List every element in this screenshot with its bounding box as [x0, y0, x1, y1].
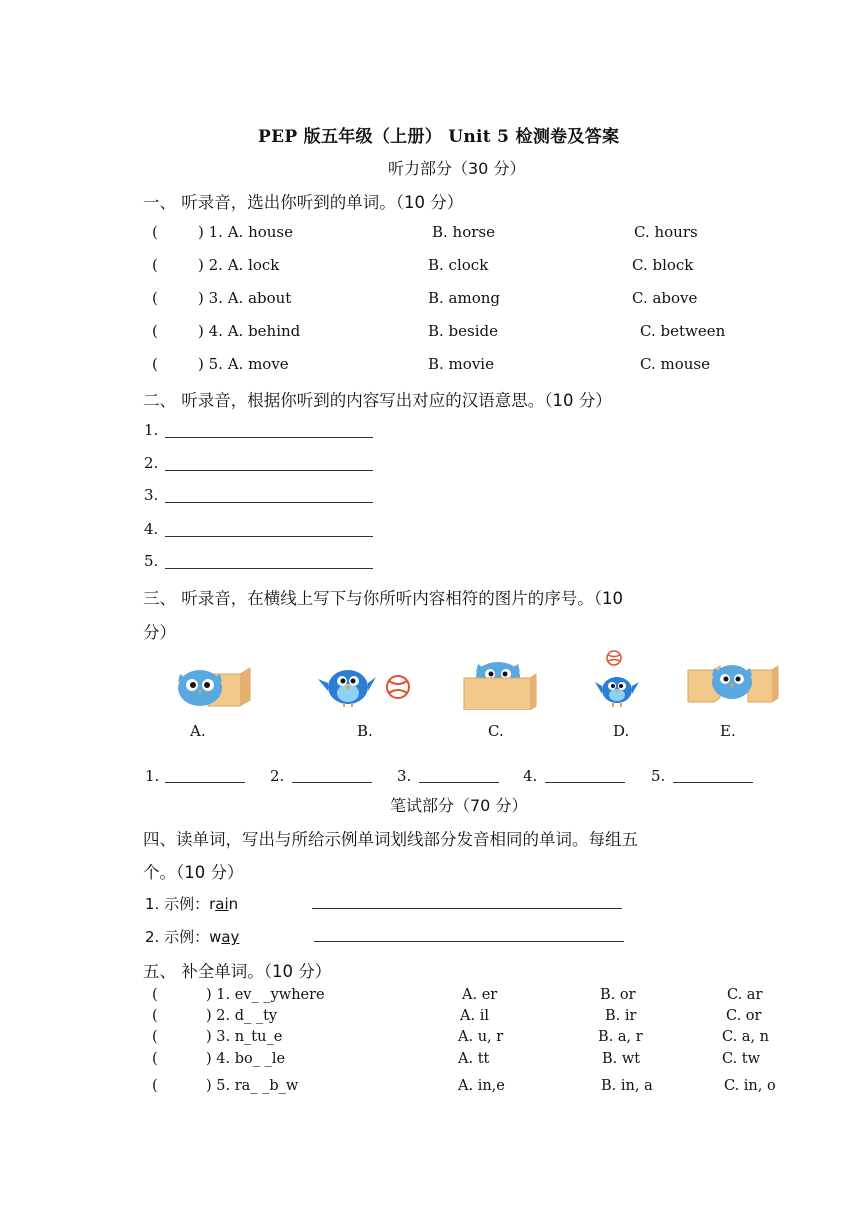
example-word-2	[145, 926, 239, 947]
option-a: A. in,e	[458, 1078, 505, 1094]
owl-between-boxes-image	[686, 660, 780, 706]
option-a: ) 2. A. lock	[198, 256, 280, 274]
answer-line[interactable]	[312, 908, 622, 909]
answer-line[interactable]	[292, 782, 372, 783]
option-b: B. or	[600, 987, 636, 1003]
answer-paren[interactable]: (	[152, 1078, 158, 1094]
ball-above-bird-image	[592, 650, 642, 710]
answer-paren[interactable]: (	[152, 1051, 158, 1067]
answer-line[interactable]	[165, 470, 373, 471]
option-c: C. tw	[722, 1051, 761, 1067]
option-c: C. a, n	[722, 1029, 769, 1045]
section2-heading: 二、 听录音，根据你听到的内容写出对应的汉语意思。（10 分）	[143, 391, 612, 410]
option-b: B. ir	[605, 1008, 637, 1024]
option-c: C. between	[640, 322, 726, 340]
section4-heading: 四、读单词，写出与所给示例单词划线部分发音相同的单词。每组五	[143, 830, 638, 849]
option-b: B. beside	[428, 322, 499, 340]
picture-label: D.	[613, 722, 630, 740]
option-b: B. wt	[602, 1051, 641, 1067]
owl-in-front-of-box-image	[172, 666, 252, 710]
answer-paren[interactable]: (	[152, 322, 158, 340]
answer-paren[interactable]: (	[152, 1029, 158, 1045]
question-word: ) 3. n_tu_e	[206, 1029, 283, 1045]
answer-paren[interactable]: (	[152, 355, 158, 373]
option-a: A. il	[460, 1008, 489, 1024]
blank-number: 2.	[144, 454, 159, 472]
section5-heading: 五、 补全单词。（10 分）	[143, 962, 332, 981]
owl-in-box-image	[462, 660, 538, 710]
answer-line[interactable]	[165, 568, 373, 569]
example-word-1	[145, 893, 238, 914]
section3-heading-cont: 分）	[143, 623, 176, 642]
section4-heading-cont: 个。（10 分）	[143, 863, 244, 882]
blank-number: 3.	[397, 767, 412, 785]
blank-number: 3.	[144, 486, 159, 504]
answer-line[interactable]	[165, 782, 245, 783]
option-c: C. or	[726, 1008, 762, 1024]
blank-number: 1.	[145, 767, 160, 785]
picture-label: A.	[190, 722, 206, 740]
option-c: C. block	[632, 256, 694, 274]
listening-header: 听力部分（30 分）	[388, 159, 526, 178]
option-a: A. tt	[458, 1051, 490, 1067]
option-a: A. u, r	[458, 1029, 504, 1045]
option-b: B. movie	[428, 355, 494, 373]
option-c: C. in, o	[724, 1078, 776, 1094]
option-b: B. among	[428, 289, 501, 307]
option-c: C. ar	[727, 987, 763, 1003]
answer-paren[interactable]: (	[152, 256, 158, 274]
section1-heading: 一、 听录音，选出你听到的单词。（10 分）	[143, 193, 464, 212]
underlined-part: ai	[215, 895, 229, 913]
option-b: B. clock	[428, 256, 489, 274]
question-word: ) 1. ev_ _ywhere	[206, 987, 325, 1003]
section3-heading: 三、 听录音，在横线上写下与你所听内容相符的图片的序号。（10	[143, 589, 623, 608]
bird-beside-ball-image	[316, 661, 412, 709]
underlined-part: ay	[221, 928, 240, 946]
answer-line[interactable]	[419, 782, 499, 783]
option-a: ) 3. A. about	[198, 289, 292, 307]
question-word: ) 5. ra_ _b_w	[206, 1078, 299, 1094]
picture-label: E.	[720, 722, 736, 740]
blank-number: 4.	[144, 520, 159, 538]
example-label: 1. 示例：r	[145, 895, 216, 913]
option-a: ) 4. A. behind	[198, 322, 301, 340]
blank-number: 4.	[523, 767, 538, 785]
option-a: ) 5. A. move	[198, 355, 289, 373]
picture-label: B.	[357, 722, 373, 740]
answer-line[interactable]	[673, 782, 753, 783]
picture-label: C.	[488, 722, 504, 740]
option-b: B. horse	[432, 223, 495, 241]
option-b: B. a, r	[598, 1029, 643, 1045]
option-c: C. mouse	[640, 355, 710, 373]
question-word: ) 2. d_ _ty	[206, 1008, 278, 1024]
blank-number: 5.	[144, 552, 159, 570]
option-a: A. er	[462, 987, 498, 1003]
answer-line[interactable]	[165, 536, 373, 537]
answer-line[interactable]	[545, 782, 625, 783]
answer-paren[interactable]: (	[152, 289, 158, 307]
answer-line[interactable]	[314, 941, 624, 942]
answer-paren[interactable]: (	[152, 223, 158, 241]
blank-number: 5.	[651, 767, 666, 785]
blank-number: 2.	[270, 767, 285, 785]
answer-paren[interactable]: (	[152, 1008, 158, 1024]
example-label: 2. 示例：w	[145, 928, 222, 946]
option-b: B. in, a	[601, 1078, 653, 1094]
page-title: PEP 版五年级（上册） Unit 5 检测卷及答案	[258, 127, 620, 147]
answer-line[interactable]	[165, 437, 373, 438]
option-a: ) 1. A. house	[198, 223, 293, 241]
blank-number: 1.	[144, 421, 159, 439]
written-header: 笔试部分（70 分）	[390, 796, 528, 815]
question-word: ) 4. bo_ _le	[206, 1051, 286, 1067]
option-c: C. above	[632, 289, 698, 307]
answer-paren[interactable]: (	[152, 987, 158, 1003]
example-rest: n	[228, 895, 239, 913]
answer-line[interactable]	[165, 502, 373, 503]
option-c: C. hours	[634, 223, 698, 241]
